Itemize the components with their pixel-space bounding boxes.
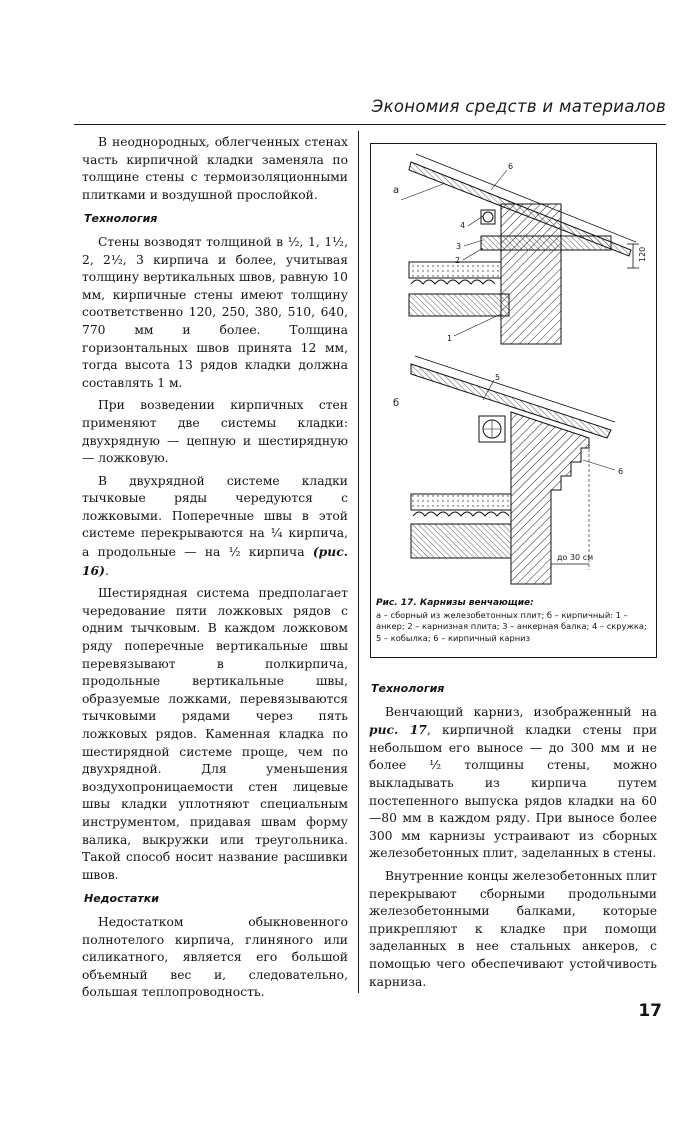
page-number: 17 bbox=[638, 1001, 662, 1021]
drawbacks-paragraph: Недостатком обыкновенного полнотелого кирпича, глиняного или силикатного, является его большой объемный вес и, следовательно, большая теплопроводность. bbox=[82, 914, 348, 1000]
technology-heading-2: Технология bbox=[371, 682, 445, 695]
label-b-5: 5 bbox=[495, 373, 501, 382]
two-row-text: В двухрядной системе кладки тычковые ряды чередуются с ложковыми. Поперечные швы в этой системе перекрываются на ¼ кирпича, а продольные — на ½ кирпича bbox=[82, 473, 348, 560]
dimension-120: 120 bbox=[638, 246, 647, 262]
figure-16-ref: (рис. 16) bbox=[82, 544, 348, 578]
dimension-30cm: до 30 см bbox=[557, 553, 594, 562]
column-divider bbox=[358, 131, 359, 993]
technology-heading: Технология bbox=[84, 212, 158, 226]
label-b: б bbox=[393, 398, 400, 409]
figure-17-ref: рис. 17 bbox=[369, 722, 427, 738]
label-a: а bbox=[393, 185, 400, 196]
label-b-6: 6 bbox=[618, 467, 624, 476]
figure-17 bbox=[370, 143, 657, 658]
drawing-a bbox=[393, 154, 647, 344]
caption-title: Рис. 17. Карнизы венчающие: bbox=[376, 598, 534, 608]
cornice-paragraph bbox=[369, 704, 657, 863]
masonry-systems-paragraph: При возведении кирпичных стен применяют две системы кладки: двухрядную — цепную и шестирядную — ложковую. bbox=[82, 398, 348, 466]
header-rule bbox=[74, 124, 666, 125]
right-column bbox=[369, 674, 657, 996]
caption-text: а – сборный из железобетонных плит; б – кирпичный: 1 – анкер; 2 – карнизная плита; 3 – анкерная балка; 4 – скружка; 5 – кобылка; 6 – кирпичный карниз bbox=[376, 609, 647, 643]
cornice-text-a: Венчающий карниз, изображенный на bbox=[385, 704, 657, 719]
label-a-6: 6 bbox=[508, 162, 514, 171]
two-row-system-paragraph: В двухрядной системе кладки тычковые ряды чередуются с ложковыми. Поперечные швы в этой системе перекрываются на ¼ кирпича, а продольные — на ½ кирпича (рис. 16). bbox=[82, 473, 348, 578]
running-header: Экономия средств и материалов bbox=[371, 97, 666, 116]
wall-thickness-paragraph: Стены возводят толщиной в ½, 1, 1½, 2, 2½, 3 кирпича и более, учитывая толщину вертикальных швов, равную 10 мм, кирпичные стены имеют толщину соответственно 120, 250, 380, 510, 640, 770 мм и более. Толщина горизонтальных швов принята 12 мм, тогда высота 13 рядов кладки должна составлять 1 м. bbox=[82, 234, 348, 390]
drawbacks-heading: Недостатки bbox=[84, 892, 159, 906]
beams-paragraph: Внутренние концы железобетонных плит перекрывают сборными продольными железобетонными балками, которые прикрепляют к кладке при помощи заделанных в нее стальных анкеров, с помощью чего обеспечивают устойчивость карниза. bbox=[369, 868, 657, 989]
drawing-b bbox=[393, 356, 623, 584]
left-column bbox=[82, 134, 348, 1007]
label-a-2: 2 bbox=[455, 256, 461, 265]
six-row-system-paragraph: Шестирядная система предполагает чередование пяти ложковых рядов с одним тычковым. В каждом ложковом ряду поперечные вертикальные швы перевязывают в полкирпича, продольные вертикальные швы, образуемые ложками, перевязываются тычковыми рядами через пять ложковых рядов. Каменная кладка по шестирядной системе проще, чем по двухрядной. Для уменьшения воздухопроницаемости стен лицевые швы кладки уплотняют специальным инструментом, придавая швам форму валика, выкружки или треугольника. Такой способ носит название расшивки швов. bbox=[82, 586, 348, 882]
label-a-4: 4 bbox=[460, 221, 466, 230]
label-a-1: 1 bbox=[447, 334, 453, 343]
figure-caption bbox=[376, 598, 653, 644]
cornice-drawing bbox=[371, 144, 656, 594]
intro-paragraph: В неоднородных, облегченных стенах часть кирпичной кладки заменяла по толщине стены с термоизоляционными плитками и воздушной прослойкой. bbox=[82, 135, 348, 202]
label-a-3: 3 bbox=[456, 242, 462, 251]
cornice-text-b: , кирпичной кладки стены при небольшом его выносе — до 300 мм и не более ½ толщины стены, можно выкладывать из кирпича путем постепенного выпуска рядов кладки на 60—80 мм в каждом ряду. При выносе более 300 мм карнизы устраивают из сборных железобетонных плит, заделанных в стены. bbox=[369, 723, 658, 861]
